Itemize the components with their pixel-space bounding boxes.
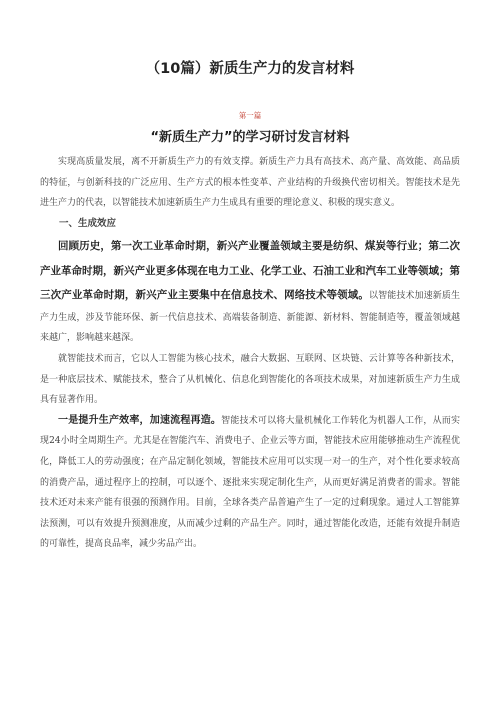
efficiency-paragraph — [40, 411, 460, 555]
article-subtitle: “新质生产力”的学习研讨发言材料 — [150, 130, 350, 145]
efficiency-emphasis: 一是提升生产效率，加速流程再造。 — [58, 414, 222, 426]
history-text: 以智能技术加速新质生产力生成，涉及节能环保、新一代信息技术、高端装备制造、新能源、新材料、智能制造等，覆盖领域越来越广，影响越来越深。 — [40, 291, 460, 344]
article-body — [40, 152, 460, 555]
tech-paragraph: 就智能技术而言，它以人工智能为核心技术，融合大数据、互联网、区块链、云计算等各种新技术，是一种底层技术、赋能技术，整合了从机械化、信息化到智能化的各项技术成果，对加速新质生产力生成具有显著作用。 — [40, 354, 460, 406]
history-paragraph — [40, 234, 460, 349]
efficiency-text: 智能技术可以将大量机械化工作转化为机器人工作，从而实现24小时全周期生产。尤其是在智能汽车、消费电子、企业云等方面，智能技术应用能够推动生产流程优化，降低工人的劳动强度；在产品定制化领域，智能技术应用可以实现一对一的生产，对个性化要求较高的消费产品，通过程序上的控制，可以逐个、逐批来实现定制化生产，从而更好满足消费者的需求。智能技术还对未来产能有很强的预测作用。目前，全球各类产品普遍产生了一定的过剩现象。通过人工智能算法预测，可以有效提升预测准度，从而减少过剩的产品生产。同时，通过智能化改造，还能有效提升制造的可靠性，提高良品率，减少劣品产出。 — [40, 415, 460, 550]
document-title: （10篇）新质生产力的发言材料 — [145, 61, 355, 77]
intro-paragraph: 实现高质量发展，离不开新质生产力的有效支撑。新质生产力具有高技术、高产量、高效能、高品质的特征，与创新科技的广泛应用、生产方式的根本性变革、产业结构的升级换代密切相关。智能技术是先进生产力的代表，以智能技术加速新质生产力生成具有重要的理论意义、积极的现实意义。 — [40, 157, 460, 209]
history-emphasis: 回顾历史，第一次工业革命时期，新兴产业覆盖领域主要是纺织、煤炭等行业；第二次产业革命时期，新兴产业更多体现在电力工业、化学工业、石油工业和汽车工业等领域；第三次产业革命时期，新兴产业主要集中在信息技术、网络技术等领域。 — [40, 240, 460, 302]
section-heading: 一、生成效应 — [59, 217, 117, 229]
section-label: 第一篇 — [238, 111, 262, 120]
